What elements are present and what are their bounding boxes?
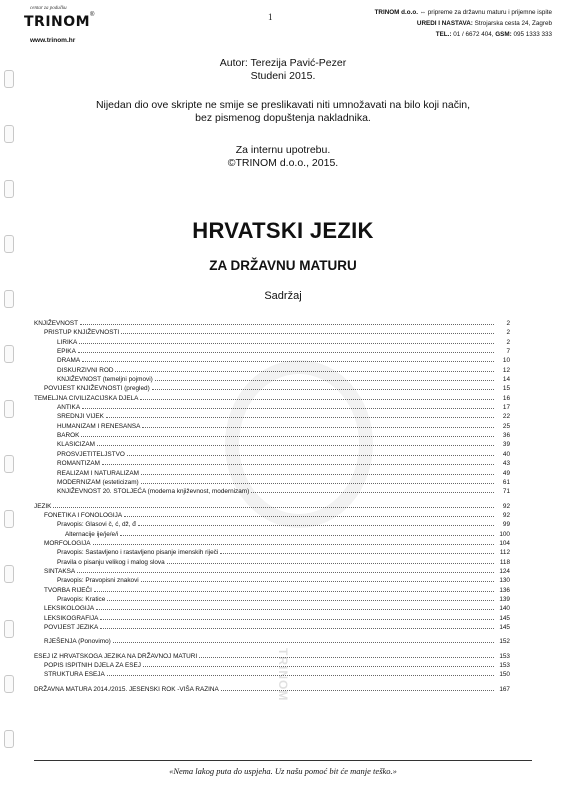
toc-leader-dots [107,669,494,676]
toc-entry-page: 145 [499,624,510,631]
gsm-number: 095 1333 333 [511,31,552,38]
toc-entry[interactable] [34,318,510,327]
toc-entry-page: 100 [499,530,510,538]
toc-entry-page: 118 [499,558,510,566]
offices-label: UREDI I NASTAVA: [416,20,473,27]
toc-entry-label: ANTIKA [57,404,81,412]
toc-entry[interactable] [34,365,510,374]
company-info [302,7,552,40]
watermark-text: TRINOM [276,648,290,702]
toc-entry-page: 36 [502,432,510,440]
toc-entry[interactable] [34,477,510,486]
toc-entry-label: DRŽAVNA MATURA 2014./2015. JESENSKI ROK -VIŠA RAZINA [34,685,219,693]
binder-hole [4,180,14,198]
toc-entry-page: 2 [506,338,510,346]
document-title: HRVATSKI JEZIK [192,218,374,243]
toc-entry[interactable] [34,636,510,645]
binder-holes [4,70,18,790]
binder-hole [4,70,14,88]
author-block [60,57,506,83]
toc-leader-dots [152,383,494,390]
gsm-label: GSM: [495,31,512,38]
toc-entry-label: POPIS ISPITNIH DJELA ZA ESEJ [44,662,141,670]
toc-leader-dots [106,411,494,418]
internal-use-block [60,144,506,170]
binder-hole [4,675,14,693]
toc-entry[interactable] [34,337,510,346]
toc-leader-dots [107,594,494,601]
toc-entry[interactable] [34,402,510,411]
toc-entry[interactable] [34,613,510,622]
toc-leader-dots [127,449,494,456]
toc-entry-label: LEKSIKOGRAFIJA [44,614,99,622]
binder-hole [4,510,14,528]
toc-entry-label: Pravopis: Kratice [57,595,106,603]
toc-entry[interactable] [34,538,510,547]
toc-entry-label: HUMANIZAM I RENESANSA [57,422,141,430]
toc-leader-dots [93,538,494,545]
toc-entry-label: RJEŠENJA (Ponovimo) [44,638,111,646]
toc-entry-label: POVIJEST KNJIŽEVNOSTI (pregled) [44,385,150,393]
toc-entry-label: KNJIŽEVNOST [34,320,79,327]
toc-entry[interactable] [34,486,510,495]
toc-entry-page: 2 [506,320,510,327]
toc-entry[interactable] [34,529,510,538]
toc-leader-dots [115,365,494,372]
toc-entry-label: ROMANTIZAM [57,460,100,468]
toc-leader-dots [120,529,494,536]
toc-entry[interactable] [34,575,510,584]
binder-hole [4,345,14,363]
toc-entry[interactable] [34,355,510,364]
document-subtitle: ZA DRŽAVNU MATURU [209,258,357,273]
toc-entry-label: SREDNJI VIJEK [57,413,104,421]
toc-entry[interactable] [34,585,510,594]
offices-address: Strojarska cesta 24, Zagreb [472,20,552,27]
toc-entry[interactable] [34,439,510,448]
binder-hole [4,565,14,583]
toc-leader-dots [96,603,494,610]
copyright-notice [60,99,506,125]
toc-entry-label: TEMELJNA CIVILIZACIJSKA DJELA [34,394,139,402]
toc-entry[interactable] [34,501,510,510]
toc-entry-page: 92 [502,502,510,510]
toc-entry[interactable] [34,421,510,430]
logo-tagline: centar za podučku [30,6,67,11]
toc-entry[interactable] [34,557,510,566]
toc-entry[interactable] [34,449,510,458]
toc-entry-label: Alternacije ije/je/e/i [65,530,119,538]
toc-entry-label: MODERNIZAM (esteticizam) [57,478,139,486]
trinom-logo [20,4,100,48]
toc-entry-page: 17 [502,404,510,412]
toc-leader-dots [77,566,494,573]
toc-entry-label: Pravopis: Sastavljeno i rastavljeno pisanje imenskih riječi [57,549,219,557]
toc-entry[interactable] [34,519,510,528]
binder-hole [4,125,14,143]
toc-entry-page: 14 [502,376,510,384]
toc-leader-dots [79,337,494,344]
toc-entry-label: BAROK [57,432,80,440]
toc-entry[interactable] [34,510,510,519]
toc-leader-dots [81,430,494,437]
toc-entry-label: LEKSIKOLOGIJA [44,605,95,613]
toc-heading: Sadržaj [264,290,302,302]
toc-entry[interactable] [34,411,510,420]
binder-hole [4,620,14,638]
toc-entry-label: FONETIKA I FONOLOGIJA [44,511,123,519]
toc-entry-label: STRUKTURA ESEJA [44,671,105,679]
toc-leader-dots [94,585,494,592]
toc-leader-dots [141,575,494,582]
toc-entry-label: KNJIŽEVNOST (temeljni pojmovi) [57,376,153,384]
toc-entry-page: 92 [502,511,510,519]
copyright-line: ©TRINOM d.o.o., 2015. [227,157,339,169]
toc-entry[interactable] [34,660,510,669]
toc-entry-page: 22 [502,413,510,421]
toc-entry-page: 71 [502,488,510,496]
toc-leader-dots [97,439,494,446]
toc-entry-page: 136 [499,586,510,594]
toc-entry[interactable] [34,327,510,336]
footer-divider [34,760,532,761]
toc-leader-dots [82,402,494,409]
toc-leader-dots [53,501,494,508]
legal-line-2: bez pismenog dopuštenja nakladnika. [195,112,371,124]
toc-entry-page: 15 [502,385,510,393]
toc-leader-dots [199,651,494,658]
toc-entry[interactable] [34,383,510,392]
toc-entry-label: SINTAKSA [44,567,76,575]
binder-hole [4,730,14,748]
toc-entry-page: 39 [502,441,510,449]
toc-entry-label: KLASICIZAM [57,441,95,449]
toc-leader-dots [140,393,494,400]
toc-leader-dots [121,327,494,334]
toc-leader-dots [221,684,494,691]
toc-entry[interactable] [34,346,510,355]
toc-entry-page: 167 [499,685,510,693]
toc-entry-page: 124 [499,567,510,575]
toc-leader-dots [155,374,494,381]
toc-entry-label: KNJIŽEVNOST 20. STOLJEĆA (moderna književnost, modernizam) [57,488,250,496]
toc-entry-page: 49 [502,469,510,477]
toc-entry-page: 140 [499,605,510,613]
toc-entry-page: 153 [499,662,510,670]
binder-hole [4,455,14,473]
toc-entry-label: Pravopis: Glasovi č, ć, dž, đ [57,521,136,529]
toc-leader-dots [113,636,494,643]
toc-leader-dots [124,510,494,517]
toc-entry-page: 130 [499,577,510,585]
company-description: ⇔ pripreme za državnu maturu i prijemne ispite [417,9,552,16]
toc-entry-page: 7 [506,348,510,356]
company-name: TRINOM d.o.o. [374,9,418,16]
toc-leader-dots [102,458,494,465]
toc-entry[interactable] [34,566,510,575]
toc-entry-page: 16 [502,394,510,402]
toc-entry[interactable] [34,594,510,603]
toc-leader-dots [100,613,494,620]
toc-leader-dots [80,318,494,325]
toc-entry-page: 112 [499,549,510,557]
toc-leader-dots [100,622,494,629]
legal-line-1: Nijedan dio ove skripte ne smije se preslikavati niti umnožavati na bilo koji način, [95,99,471,111]
toc-entry[interactable] [34,430,510,439]
toc-entry-label: DRAMA [57,357,81,365]
toc-entry-page: 61 [502,478,510,486]
toc-entry-page: 152 [499,638,510,646]
toc-leader-dots [251,486,494,493]
toc-entry-page: 25 [502,422,510,430]
footer-motto: «Nema lakog puta do uspjeha. Uz našu pomoć bit će manje teško.» [169,766,397,776]
table-of-contents [34,318,510,693]
toc-leader-dots [143,660,494,667]
toc-entry-page: 43 [502,460,510,468]
toc-entry-label: EPIKA [57,348,76,356]
date-line: Studeni 2015. [250,70,316,82]
toc-leader-dots [138,519,494,526]
toc-entry-label: ESEJ IZ HRVATSKOGA JEZIKA NA DRŽAVNOJ MATURI [34,652,198,660]
toc-leader-dots [167,557,494,564]
toc-entry[interactable] [34,468,510,477]
tel-label: TEL.: [435,31,452,38]
toc-entry-page: 139 [499,595,510,603]
toc-entry-page: 104 [499,539,510,547]
toc-entry[interactable] [34,547,510,556]
toc-entry-page: 12 [502,366,510,374]
toc-leader-dots [141,477,494,484]
toc-entry[interactable] [34,603,510,612]
toc-leader-dots [220,547,494,554]
toc-entry[interactable] [34,684,510,693]
toc-entry-page: 40 [502,450,510,458]
tel-number: 01 / 6672 404, [451,31,494,38]
toc-entry-label: Pravila o pisanju velikog i malog slova [57,558,165,566]
toc-entry-label: JEZIK [34,502,52,510]
binder-hole [4,400,14,418]
logo-url: www.trinom.hr [30,37,76,44]
toc-entry[interactable] [34,393,510,402]
toc-entry[interactable] [34,622,510,631]
toc-entry-label: TVORBA RIJEČI [44,586,92,594]
toc-entry[interactable] [34,669,510,678]
toc-entry-page: 2 [506,329,510,337]
toc-entry[interactable] [34,374,510,383]
logo-brand: TRINOM [24,14,91,30]
toc-entry-label: PROSVJETITELJSTVO [57,450,125,458]
toc-leader-dots [82,355,494,362]
toc-entry-page: 150 [499,671,510,679]
page-number: 1 [268,12,273,22]
toc-entry-label: LIRIKA [57,338,78,346]
toc-entry-label: PRISTUP KNJIŽEVNOSTI [44,329,120,337]
toc-entry-label: REALIZAM I NATURALIZAM [57,469,139,477]
registered-mark: ® [90,12,95,18]
toc-entry[interactable] [34,458,510,467]
toc-entry[interactable] [34,651,510,660]
author-line: Autor: Terezija Pavić-Pezer [219,57,347,69]
toc-entry-label: Pravopis: Pravopisni znakovi [57,577,139,585]
toc-entry-page: 99 [502,521,510,529]
toc-leader-dots [142,421,494,428]
toc-leader-dots [141,468,494,475]
toc-entry-page: 153 [499,652,510,660]
internal-use-line: Za internu upotrebu. [235,144,331,156]
toc-entry-label: DISKURZIVNI ROD [57,366,114,374]
toc-leader-dots [78,346,494,353]
toc-entry-label: POVIJEST JEZIKA [44,624,99,631]
toc-entry-page: 145 [499,614,510,622]
toc-entry-page: 10 [502,357,510,365]
toc-entry-label: MORFOLOGIJA [44,539,91,547]
